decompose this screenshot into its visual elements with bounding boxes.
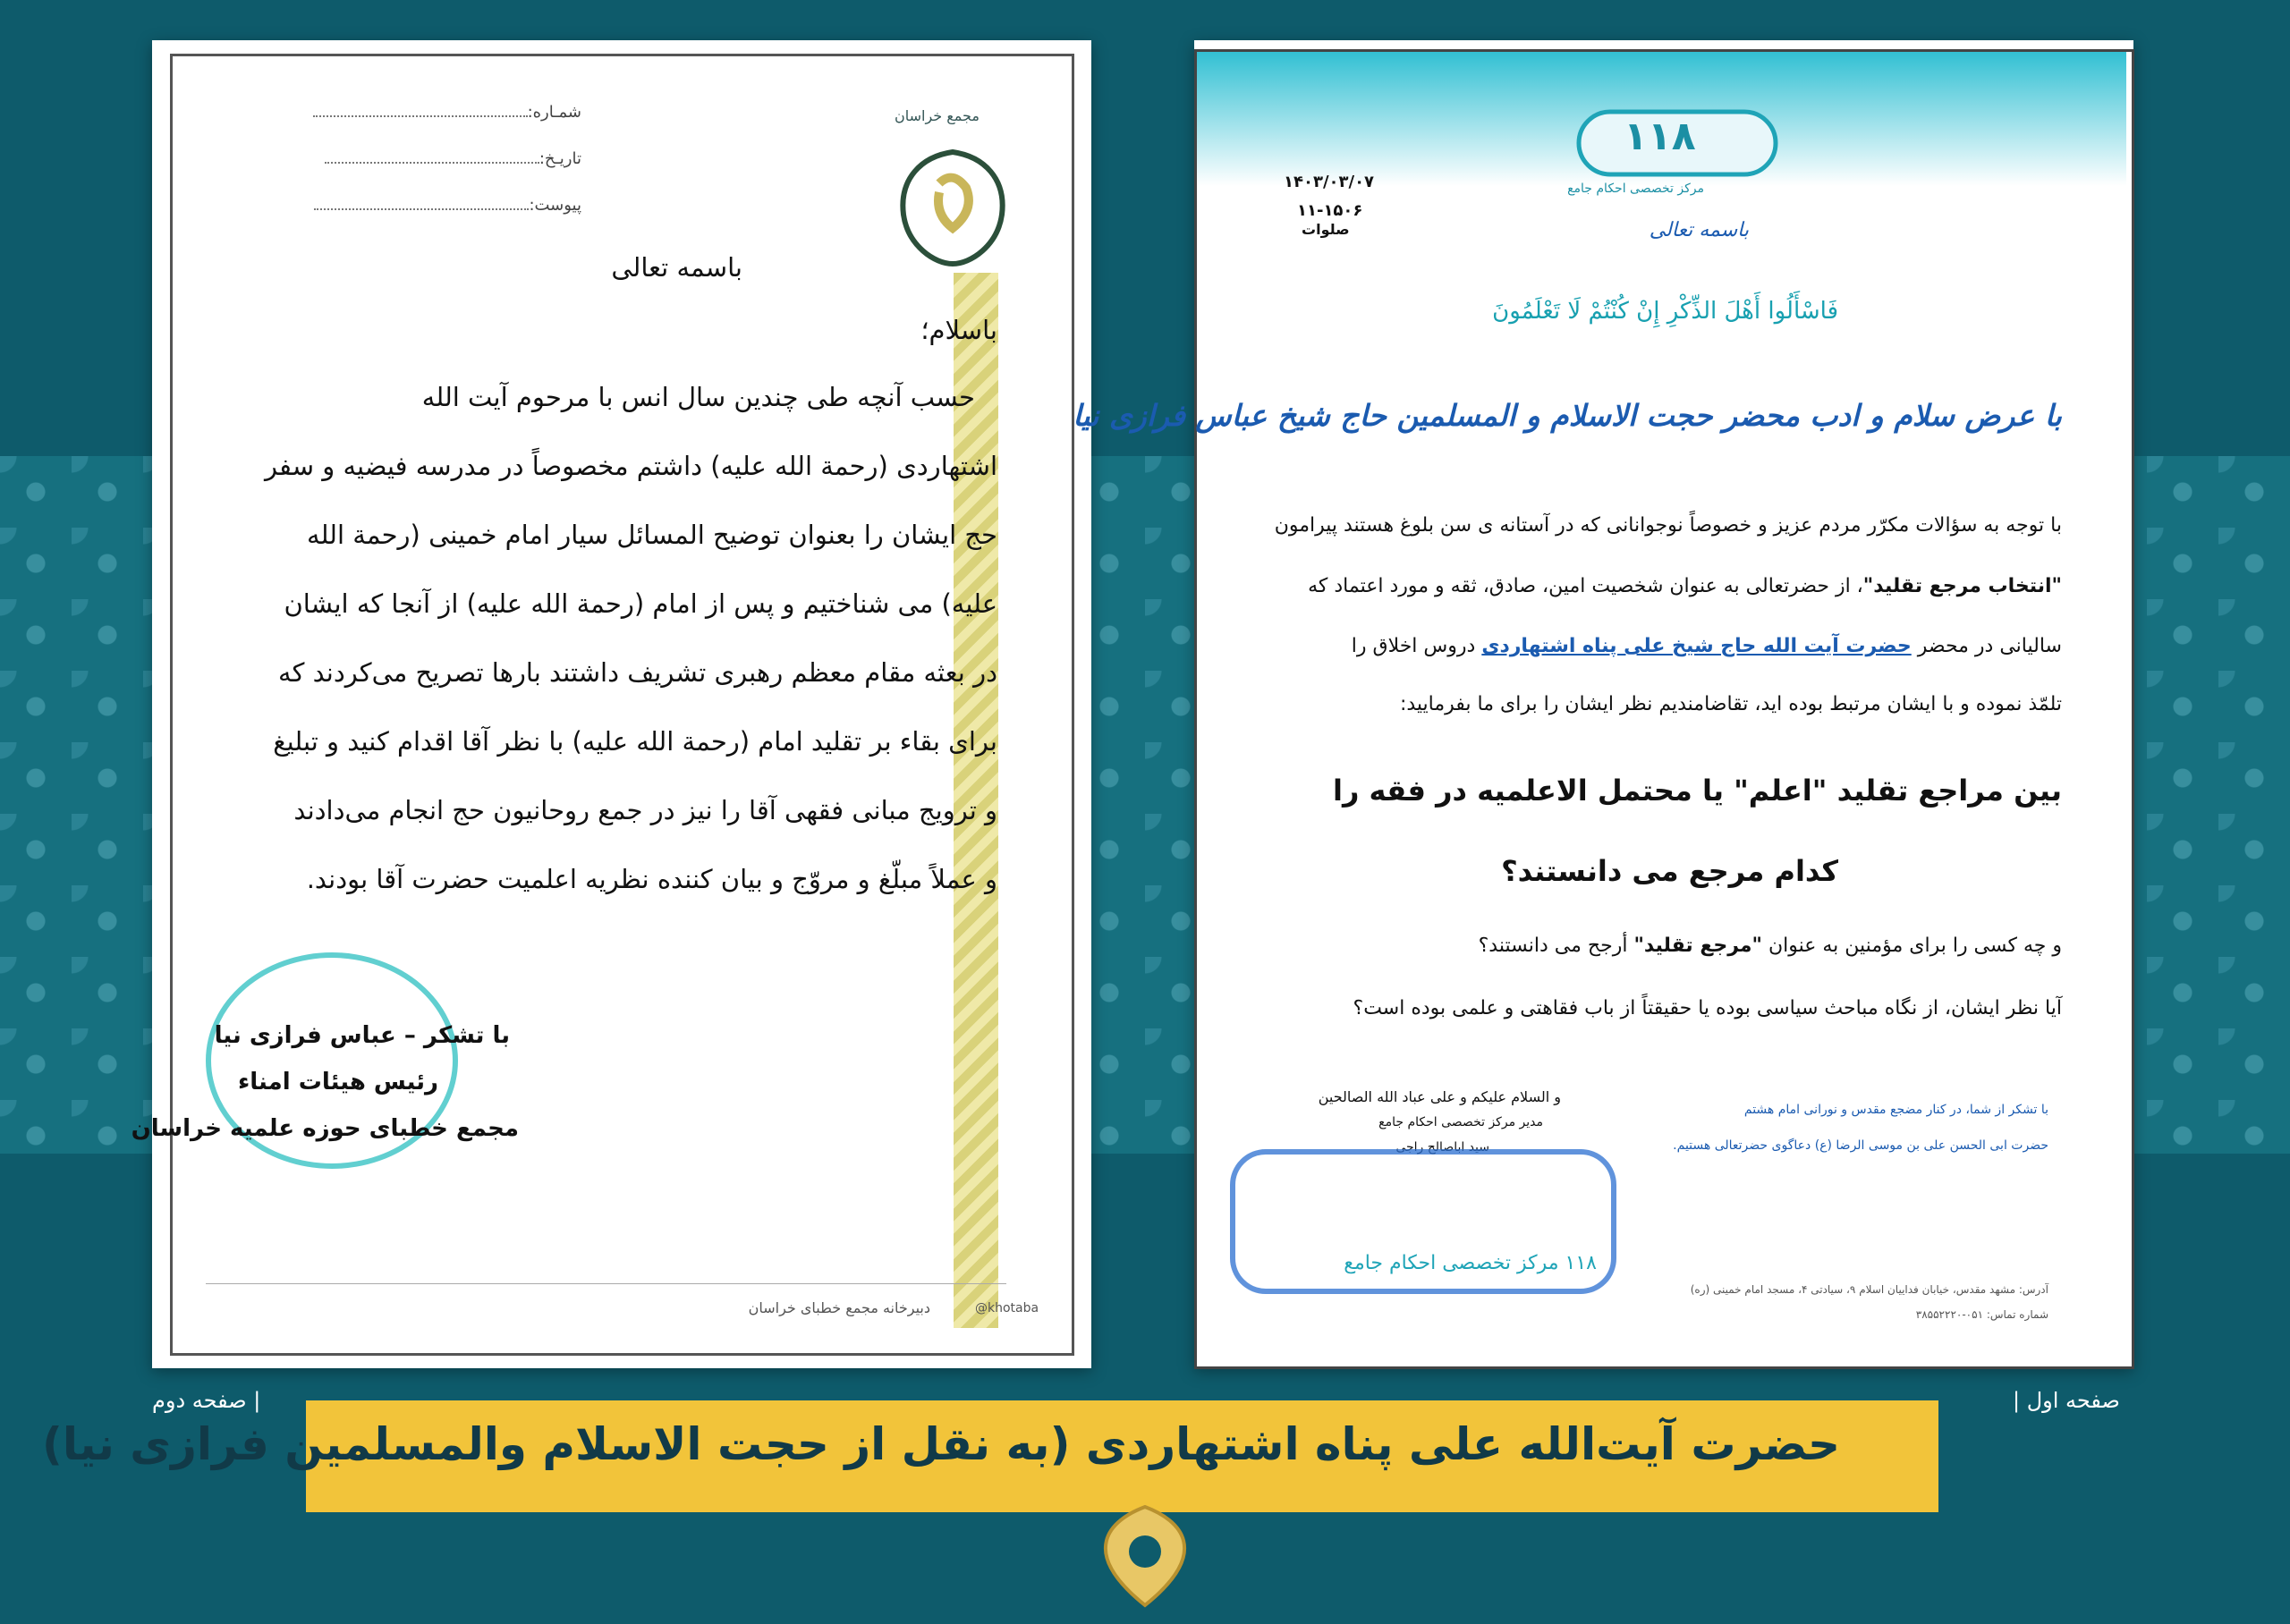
field-label: پیوست: <box>529 196 581 215</box>
signature-line: با تشکر – عباس فرازی نیا <box>214 1022 510 1049</box>
text: أرجح می دانستند؟ <box>1478 935 1628 957</box>
text: دروس اخلاق را <box>1351 635 1476 657</box>
field-line <box>313 115 528 117</box>
body-line: حج ایشان را بعنوان توضیح المسائل سیار امام خمینی (رحمة الله <box>307 520 997 550</box>
address: آدرس: مشهد مقدس، خیابان فداییان اسلام ۹، سیادتی ۴، مسجد امام خمینی (ره) <box>1690 1283 2048 1296</box>
letter-heading: باسمه تعالی <box>611 252 742 283</box>
field-line <box>314 208 529 210</box>
number-field <box>224 103 581 122</box>
text: ، از حضرتعالی به عنوان شخصیت امین، صادق، ثقه و مورد اعتماد که <box>1308 575 1863 597</box>
signature-title: رئیس هیئات امناء <box>237 1069 438 1095</box>
body-line: برای بقاء بر تقلید امام (رحمة الله علیه) با نظر آقا اقدام کنید و تبلیغ <box>273 726 997 757</box>
salutation: با عرض سلام و ادب محضر حجت الاسلام و المسلمین حاج شیخ عباس فرازی نیا <box>1073 398 2062 433</box>
quran-verse: فَاسْأَلُوا أَهْلَ الذِّكْرِ إِنْ كُنْتُمْ لَا تَعْلَمُونَ <box>1492 298 1838 325</box>
paragraph-line <box>1479 935 2062 957</box>
paragraph-line: با توجه به سؤالات مکرّر مردم عزیز و خصوصاً نوجوانانی که در آستانه ی سن بلوغ هستند پیرامون <box>1274 514 2062 537</box>
logo-subtitle: مرکز تخصصی احکام جامع <box>1567 182 1704 196</box>
closing-line: با تشکر از شما، در کنار مضجع مقدس و نورانی امام هشتم <box>1743 1103 2048 1117</box>
footer-divider <box>206 1283 1006 1284</box>
body-line: اشتهاردی (رحمة الله علیه) داشتم مخصوصاً در مدرسه فیضیه و سفر <box>265 451 997 481</box>
emphasis-name: حضرت آیت الله حاج شیخ علی پناه اشتهاردی <box>1481 635 1912 657</box>
paragraph-line: آیا نظر ایشان، از نگاه مباحث سیاسی بوده یا حقیقتاً از باب فقاهتی و علمی بوده است؟ <box>1353 997 2062 1019</box>
meta-date: ۱۴۰۳/۰۳/۰۷ <box>1284 173 1375 191</box>
meta-attachment: صلوات <box>1302 221 1350 238</box>
field-line <box>325 162 539 164</box>
khorasan-logo-icon <box>886 139 1020 273</box>
body-line: علیه) می شناختیم و پس از امام (رحمة الله علیه) از آنجا که ایشان <box>284 588 997 619</box>
body-line: حسب آنچه طی چندین سال انس با مرحوم آیت الله <box>421 382 975 412</box>
footer-text: دبیرخانه مجمع خطبای خراسان <box>748 1299 930 1316</box>
letter-page-one <box>1073 40 2133 1368</box>
logo-caption: مجمع خراسان <box>895 107 980 124</box>
closing-line: مدیر مرکز تخصصی احکام جامع <box>1378 1115 1543 1129</box>
emphasis: "مرجع تقلید" <box>1633 935 1762 957</box>
body-line: و عملاً مبلّغ و مروّج و بیان کننده نظریه اعلمیت حضرت آقا بودند. <box>306 864 997 894</box>
body-line: در بعثه مقام معظم رهبری تشریف داشتند بارها تصریح می‌کردند که <box>278 657 997 688</box>
page-one-label: | صفحه اول <box>2013 1388 2120 1413</box>
page-two-label: صفحه دوم | <box>152 1388 261 1413</box>
phone: شماره تماس: ۰۵۱-۳۸۵۵۲۲۲۰ <box>1915 1308 2048 1321</box>
attachment-field <box>224 196 581 215</box>
closing-line: حضرت ابی الحسن علی بن موسی الرضا (ع) دعاگوی حضرتعالی هستیم. <box>1673 1138 2048 1153</box>
text: سالیانی در محضر <box>1917 635 2062 657</box>
signature-org: مجمع خطبای حوزه علمیه خراسان <box>131 1115 519 1142</box>
closing-line: و السلام علیکم و علی عباد الله الصالحین <box>1318 1088 1561 1105</box>
greeting: باسلام؛ <box>920 315 997 345</box>
banner-title: حضرت آیت‌الله علی پناه اشتهاردی (به نقل از حجت الاسلام والمسلمین فرازی نیا) <box>42 1418 1840 1470</box>
field-label: شمـاره: <box>527 103 581 122</box>
paragraph-line: تلمّذ نموده و با ایشان مرتبط بوده اید، تقاضامندیم نظر ایشان را برای ما بفرمایید: <box>1399 693 2062 715</box>
question-line: کدام مرجع می دانستند؟ <box>1501 854 1838 888</box>
letter-page-two <box>131 40 1091 1368</box>
ornament-icon <box>1056 1502 1234 1610</box>
text: و چه کسی را برای مؤمنین به عنوان <box>1768 935 2062 957</box>
body-line: و ترویج مبانی فقهی آقا را نیز در جمع روحانیون حج انجام می‌دادند <box>293 795 997 825</box>
field-label: تاریـخ: <box>539 149 581 168</box>
letter-heading: باسمه تعالی <box>1649 219 1749 241</box>
stamp-text: ۱۱۸ مرکز تخصصی احکام جامع <box>1344 1252 1597 1274</box>
emphasis: "انتخاب مرجع تقلید" <box>1862 575 2062 597</box>
meta-number: ۱۱-۱۵۰۶ <box>1297 201 1363 220</box>
date-field <box>224 149 581 168</box>
closing-line: سید اباصالح راجی <box>1395 1140 1489 1155</box>
paragraph-line <box>1308 575 2062 597</box>
logo-number: ۱۱۸ <box>1624 114 1696 159</box>
question-line: بین مراجع تقلید "اعلم" یا محتمل الاعلمیه در فقه را <box>1333 774 2062 808</box>
paragraph-line <box>1352 635 2062 657</box>
footer-handle: @khotaba <box>975 1301 1039 1315</box>
